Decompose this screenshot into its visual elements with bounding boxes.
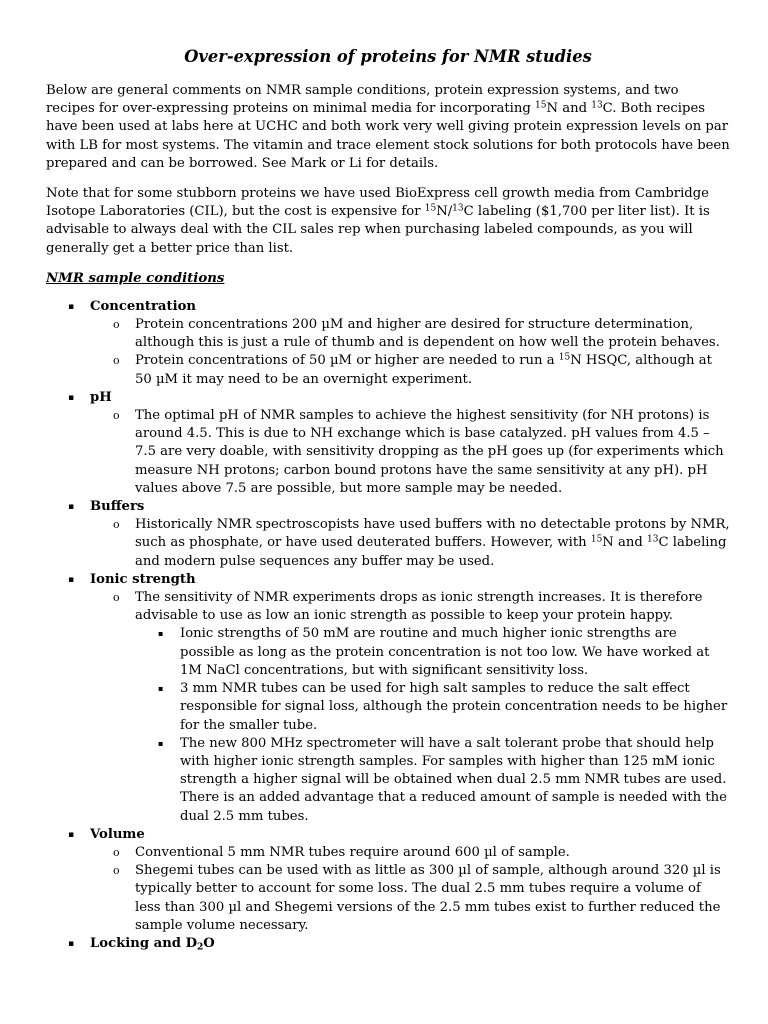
list-item: o Protein concentrations of 50 µM or higher are needed to run a $^{15}$N HSQC, although at 50 µM it may need to be an overnight experiment. (113, 352, 712, 387)
circle-bullet-icon: o (113, 409, 120, 423)
item-label: Concentration (90, 298, 196, 314)
circle-bullet-icon: o (113, 354, 120, 368)
square-bullet-icon: ▪ (158, 684, 164, 694)
circle-bullet-icon: o (113, 318, 120, 332)
list-item: ▪ 3 mm NMR tubes can be used for high salt samples to reduce the salt effect responsible for signal loss, although the protein concentration needs to be higher for the smaller tube. (158, 681, 728, 733)
square-bullet-icon: ▪ (68, 301, 75, 312)
square-bullet-icon: ▪ (68, 938, 75, 949)
intro-paragraph-2: Note that for some stubborn proteins we have used BioExpress cell growth media from Cambridge Isotope Laboratories (CIL), but the cost is expensive for $^{15}$N/$^{13}$C labeling ($1,700 per liter list). It is advisable to always deal with the CIL sales rep when purchasing labeled compounds, as you will generally get a better price than list. (46, 186, 710, 256)
document-title: Over-expression of proteins for NMR studies (184, 47, 592, 66)
list-item: o Protein concentrations 200 µM and higher are desired for structure determination, although this is just a rule of thumb and is dependent on how well the protein behaves. (113, 317, 720, 351)
list-item: o Historically NMR spectroscopists have used buffers with no detectable protons by NMR, such as phosphate, or have used deuterated buffers. However, with $^{15}$N and $^{13}$C labeling and modern pulse sequences any buffer may be used. (113, 517, 730, 569)
list-item-locking (46, 935, 730, 953)
item-label: Volume (90, 826, 145, 842)
list-item-ionic-strength (46, 571, 730, 826)
circle-bullet-icon: o (113, 591, 120, 605)
item-label: Locking and $D_2O$ (90, 935, 215, 953)
list-item-volume (46, 826, 730, 935)
list-item-buffers (46, 498, 730, 571)
circle-bullet-icon: o (113, 864, 120, 878)
list-item: ▪ The new 800 MHz spectrometer will have a salt tolerant probe that should help with higher ionic strength samples. For samples with higher than 125 mM ionic strength a higher signal will be obtained when dual 2.5 mm NMR tubes are used. There is an added advantage that a reduced amount of sample is needed with the dual 2.5 mm tubes. (158, 735, 727, 824)
item-label: Ionic strength (90, 571, 196, 587)
list-item: o Conventional 5 mm NMR tubes require around 600 µl of sample. (90, 844, 730, 862)
square-bullet-icon: ▪ (158, 738, 164, 748)
list-item: o The optimal pH of NMR samples to achieve the highest sensitivity (for NH protons) is around 4.5. This is due to NH exchange which is base catalyzed. pH values from 4.5 – 7.5 are very doable, with sensitivity dropping as the pH goes up (for experiments which measure NH protons; carbon bound protons have the same sensitivity at any pH). pH values above 7.5 are possible, but more sample may be needed. (113, 408, 724, 496)
square-bullet-icon: ▪ (68, 502, 75, 513)
square-bullet-icon: ▪ (68, 829, 75, 840)
section-heading: NMR sample conditions (46, 270, 225, 286)
square-bullet-icon: ▪ (158, 629, 164, 639)
item-label: pH (90, 389, 112, 405)
circle-bullet-icon: o (113, 845, 120, 859)
list-item-ph (46, 389, 730, 498)
square-bullet-icon: ▪ (68, 574, 75, 585)
list-item: o The sensitivity of NMR experiments drops as ionic strength increases. It is therefore advisable to use as low an ionic strength as possible to keep your protein happy. ▪ Ionic strengths of 50 mM are routine and much higher ionic strengths are possible as long as the protein concentration is not too low. We have worked at 1M NaCl concentrations, but with significant sensitivity loss. ▪ 3 mm NMR tubes can be used for high salt samples to reduce the salt effect responsible for signal loss, although the protein concentration needs to be higher for the smaller tube. ▪ The new 800 MHz spectrometer will have a salt tolerant probe that should help with higher ionic strength samples. For samples with higher than 125 mM ionic strength a higher signal will be obtained when dual 2.5 mm NMR tubes are used. There is an added advantage that a reduced amount of sample is needed with the dual 2.5 mm tubes. (90, 589, 730, 826)
circle-bullet-icon: o (113, 518, 120, 532)
document-page (46, 46, 730, 953)
list-item: ▪ Ionic strengths of 50 mM are routine and much higher ionic strengths are possible as long as the protein concentration is not too low. We have worked at 1M NaCl concentrations, but with significant sensitivity loss. (158, 626, 710, 678)
conditions-list (46, 298, 730, 953)
list-item-concentration (46, 298, 730, 389)
square-bullet-icon: ▪ (68, 392, 75, 403)
list-item: o Shegemi tubes can be used with as little as 300 µl of sample, although around 320 µl is typically better to account for some loss. The dual 2.5 mm tubes require a volume of less than 300 µl and Shegemi versions of the 2.5 mm tubes exist to further reduced the sample volume necessary. (113, 863, 721, 933)
intro-paragraph-1: Below are general comments on NMR sample conditions, protein expression systems, and two recipes for over-expressing proteins on minimal media for incorporating $^{15}$N and $^{13}$C. Both recipes have been used at labs here at UCHC and both work very well giving protein expression levels on par with LB for most systems. The vitamin and trace element stock solutions for both protocols have been prepared and can be borrowed. See Mark or Li for details. (46, 83, 730, 171)
item-label: Buffers (90, 499, 145, 515)
